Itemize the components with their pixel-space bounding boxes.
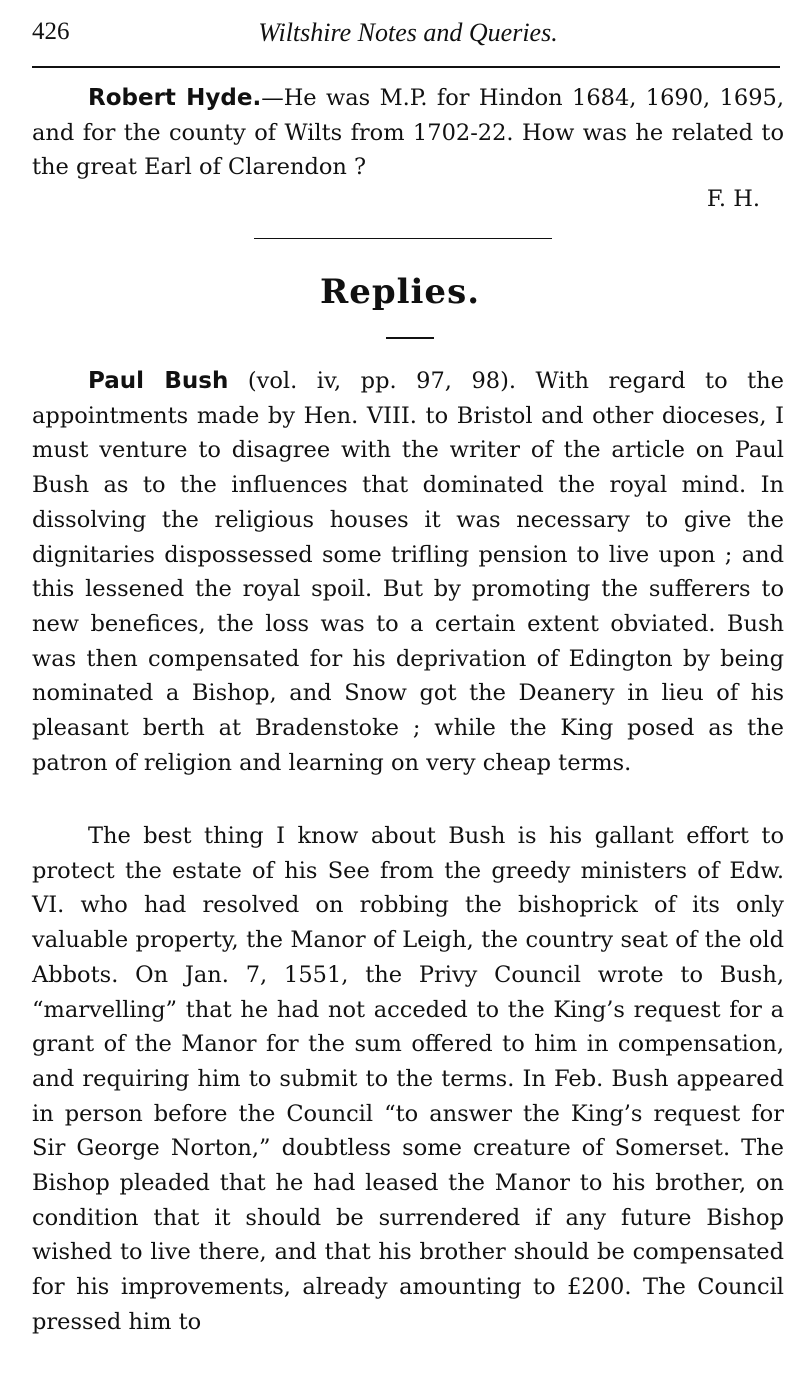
running-header	[32, 14, 784, 54]
reply-paul-bush-para1	[32, 364, 784, 780]
query-robert-hyde	[32, 81, 784, 185]
query-lead: Robert Hyde.	[88, 85, 262, 111]
section-divider	[254, 238, 552, 239]
reply-paul-bush-para2: The best thing I know about Bush is his gallant effort to protect the estate of his See from the greedy ministers of Edw. VI. who had resolved on robbing the bishoprick of its only valuable property, the Manor of Leigh, the country seat of the old Abbots. On Jan. 7, 1551, the Privy Council wrote to Bush, “marvelling” that he had not acceded to the King’s request for a grant of the Manor for the sum offered to him in compensation, and requiring him to submit to the terms. In Feb. Bush appeared in person before the Council “to answer the King’s request for Sir George Norton,” doubtless some creature of Somerset. The Bishop pleaded that he had leased the Manor to his brother, on condition that it should be surrendered if any future Bishop wished to live there, and that his brother should be compensated for his improvements, already amounting to £200. The Council pressed him to	[32, 823, 784, 1335]
running-title: Wiltshire Notes and Queries.	[258, 18, 558, 47]
query-signature: F. H.	[706, 186, 760, 212]
query-text: —He was M.P. for Hindon 1684, 1690, 1695, and for the county of Wilts from 1702-22. How was he related to the great Earl of Clarendon ?	[32, 85, 784, 181]
reply-lead: Paul Bush	[88, 368, 229, 394]
header-rule	[32, 66, 780, 68]
heading-rule	[386, 337, 434, 339]
section-heading: Replies.	[319, 272, 481, 312]
page-number: 426	[32, 18, 70, 45]
reply-para1-text: (vol. iv, pp. 97, 98). With regard to the appointments made by Hen. VIII. to Bristol and other dioceses, I must venture to disagree with the writer of the article on Paul Bush as to the influences that dominated the royal mind. In dissolving the religious houses it was necessary to give the dignitaries dispossessed some trifling pension to live upon ; and this lessened the royal spoil. But by promoting the sufferers to new benefices, the loss was to a certain extent obviated. Bush was then compensated for his deprivation of Edington by being nominated a Bishop, and Snow got the Deanery in lieu of his pleasant berth at Bradenstoke ; while the King posed as the patron of religion and learning on very cheap terms.	[32, 368, 784, 776]
